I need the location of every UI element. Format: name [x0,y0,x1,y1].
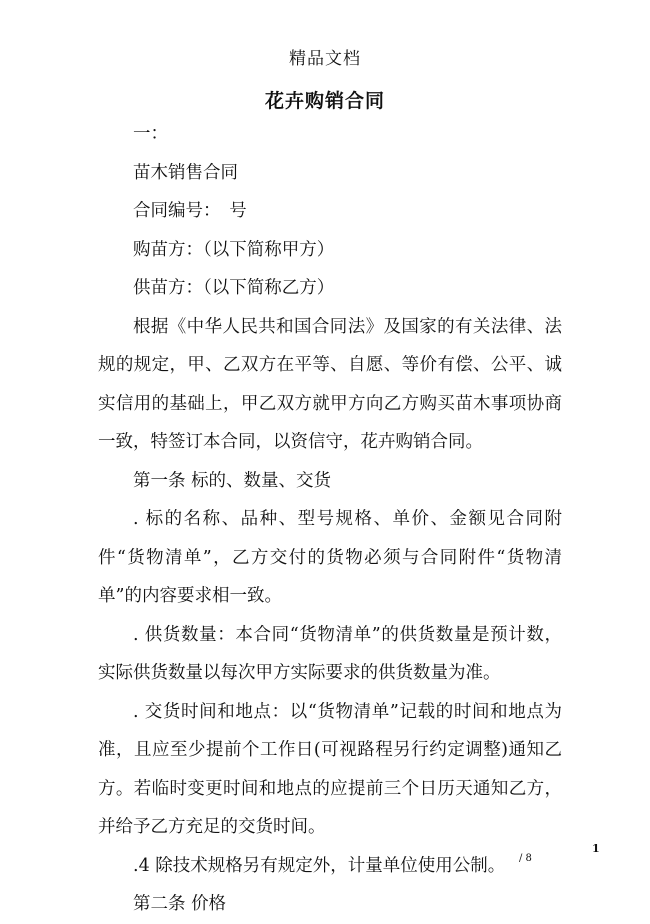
page-count: / 8 [519,853,532,864]
document-title: 花卉购销合同 [264,90,385,112]
buyer-line: 购苗方：（以下简称甲方） [133,239,335,260]
clause-1-4: .4 除技术规格另有规定外，计量单位使用公制。 [133,855,506,876]
clause-1-3: . 交货时间和地点：以“货物清单”记载的时间和地点为准，且应至少提前个工作日(可视路程另行约定调整)通知乙方。若临时变更时间和地点的应提前三个日历天通知乙方，并给予乙方充足的交货时间。 [98,701,562,837]
seller-line: 供苗方：（以下简称乙方） [133,278,335,298]
clause-1-1: . 标的名称、品种、型号规格、单价、金额见合同附件“货物清单”，乙方交付的货物必须与合同附件“货物清单”的内容要求相一致。 [98,509,562,606]
article-2-heading: 第二条 价格 [133,894,227,914]
article-1-heading: 第一条 标的、数量、交货 [133,470,332,491]
page-number: 1 [592,842,600,855]
intro-paragraph: 根据《中华人民共和国合同法》及国家的有关法律、法规的规定，甲、乙双方在平等、自愿、等价有偿、公平、诚实信用的基础上，甲乙双方就甲方向乙方购买苗木事项协商一致，特签订本合同，以资信守，花卉购销合同。 [98,316,562,452]
page-header: 精品文档 [289,49,361,69]
clause-1-2: . 供货数量：本合同“货物清单”的供货数量是预计数，实际供货数量以每次甲方实际要求的供货数量为准。 [98,624,562,683]
contract-subtitle: 苗木销售合同 [133,162,238,183]
section-label: 一： [133,124,168,144]
document-body [98,115,562,924]
contract-number-line: 合同编号： 号 [133,201,247,221]
